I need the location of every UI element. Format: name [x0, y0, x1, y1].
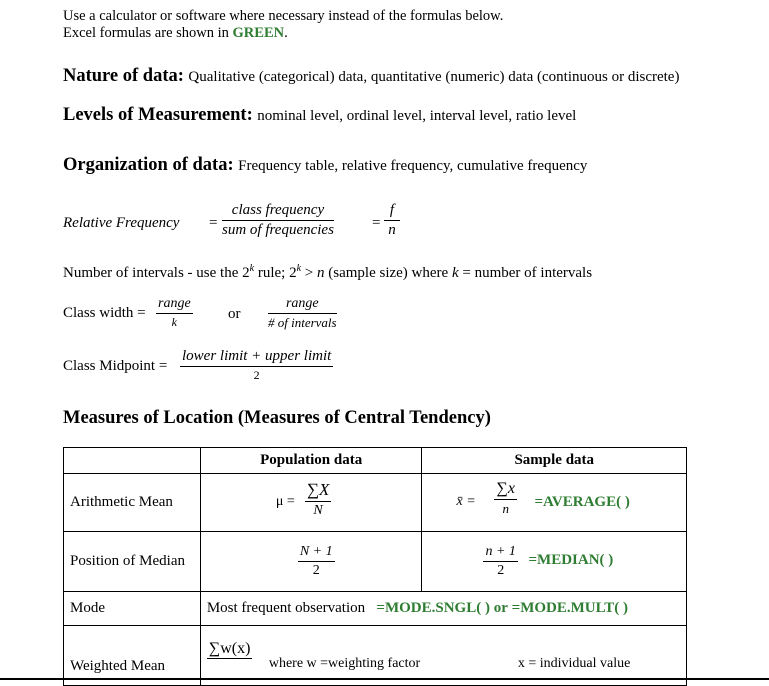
measures-heading: Measures of Location (Measures of Central Tendency): [63, 408, 491, 428]
relative-frequency-label: Relative Frequency: [63, 215, 180, 231]
organization-of-data: [63, 154, 587, 176]
median-label: Position of Median: [64, 532, 201, 592]
intervals-text-5: = number of intervals: [458, 265, 593, 281]
median-population-cell: [200, 532, 422, 592]
number-of-intervals: [63, 263, 592, 282]
relative-frequency-eq: =: [209, 215, 218, 231]
header-population: Population data: [200, 448, 422, 474]
intervals-k: k: [451, 265, 459, 281]
range-numerator: range: [156, 296, 193, 314]
mode-sngl-excel: =MODE.SNGL( ): [376, 600, 490, 616]
nature-of-data: [63, 65, 679, 87]
mean-population-fraction: [305, 480, 332, 519]
n-denominator: n: [388, 222, 396, 238]
intervals-denominator: # of intervals: [268, 315, 337, 330]
N-denominator: N: [313, 503, 323, 518]
levels-heading: Levels of Measurement:: [63, 105, 253, 125]
table-row: [64, 474, 687, 532]
relative-frequency-fraction: [222, 202, 334, 239]
intervals-sup-2: k: [296, 263, 302, 274]
relative-frequency-denominator: sum of frequencies: [222, 222, 334, 238]
mode-text: Most frequent observation: [206, 600, 366, 616]
sum-X-numerator: ∑X: [305, 480, 332, 502]
n-plus-1-numerator: n + 1: [483, 544, 517, 562]
median-sample-cell: [422, 532, 687, 592]
median-excel: =MEDIAN( ): [528, 552, 614, 568]
intervals-sup-1: k: [249, 263, 255, 274]
n-denominator-sample: n: [502, 501, 509, 516]
table-header-row: [64, 448, 687, 474]
green-word: GREEN: [232, 25, 285, 41]
mu-lhs: μ =: [275, 494, 295, 509]
table-row: [64, 532, 687, 592]
table-row: [64, 626, 687, 686]
average-excel: =AVERAGE( ): [534, 494, 630, 510]
table-row: [64, 592, 687, 626]
range-over-k-fraction: [156, 296, 193, 330]
sum-x-numerator: ∑x: [494, 480, 517, 500]
nature-text: Qualitative (categorical) data, quantitative (numeric) data (continuous or discrete): [188, 69, 680, 85]
organization-text: Frequency table, relative frequency, cumulative frequency: [238, 158, 588, 174]
class-width-label: Class width =: [63, 305, 146, 321]
intervals-text-1: Number of intervals - use the 2: [63, 265, 250, 281]
intervals-text-2: rule; 2: [254, 265, 297, 281]
mode-mult-excel: =MODE.MULT( ): [511, 600, 628, 616]
intro-line-1: Use a calculator or software where necessary instead of the formulas below.: [63, 8, 504, 24]
intervals-n: n: [317, 265, 325, 281]
weighting-factor-text: where w =weighting factor: [268, 656, 421, 671]
mean-sample-cell: [422, 474, 687, 532]
mean-population-cell: [200, 474, 422, 532]
nature-heading: Nature of data:: [63, 66, 184, 86]
mode-label: Mode: [64, 592, 201, 626]
weighted-numerator: ∑w(x): [208, 640, 251, 657]
intro-line-2-suffix: .: [284, 25, 288, 41]
median-sample-fraction: [483, 544, 517, 579]
levels-of-measurement: [63, 104, 576, 126]
f-over-n-fraction: [384, 202, 400, 239]
median-samp-denominator: 2: [497, 563, 505, 578]
f-numerator: f: [384, 202, 400, 221]
header-empty-cell: [64, 448, 201, 474]
relative-frequency-eq2: =: [372, 215, 381, 231]
levels-text: nominal level, ordinal level, interval level, ratio level: [257, 108, 577, 124]
range-over-intervals-fraction: [268, 296, 337, 331]
range-numerator-2: range: [268, 296, 337, 314]
median-pop-denominator: 2: [312, 563, 320, 578]
x-definition-text: x = individual value: [517, 656, 631, 671]
mean-sample-fraction: [494, 480, 517, 517]
class-midpoint-label: Class Midpoint =: [63, 358, 168, 374]
class-width-or: or: [228, 306, 241, 322]
midpoint-denominator: 2: [253, 368, 260, 382]
arithmetic-mean-label: Arithmetic Mean: [64, 474, 201, 532]
N-plus-1-numerator: N + 1: [298, 544, 335, 562]
median-population-fraction: [298, 544, 335, 579]
relative-frequency-numerator: class frequency: [222, 202, 334, 221]
measures-table: [63, 447, 687, 686]
weighted-mean-cell: [200, 626, 686, 686]
intro-line-2-prefix: Excel formulas are shown in: [63, 25, 233, 41]
k-denominator: k: [171, 315, 177, 329]
xbar-lhs: x̄ =: [456, 494, 476, 509]
header-sample: Sample data: [422, 448, 687, 474]
intervals-text-4: (sample size) where: [324, 265, 452, 281]
midpoint-numerator: lower limit + upper limit: [180, 348, 333, 367]
midpoint-fraction: [180, 348, 333, 383]
weighted-mean-label: Weighted Mean: [64, 626, 201, 686]
mode-cell: [200, 592, 686, 626]
mode-or: or: [493, 600, 508, 616]
organization-heading: Organization of data:: [63, 155, 234, 175]
intro-line-2: [63, 25, 288, 42]
intervals-text-3: >: [301, 265, 317, 281]
